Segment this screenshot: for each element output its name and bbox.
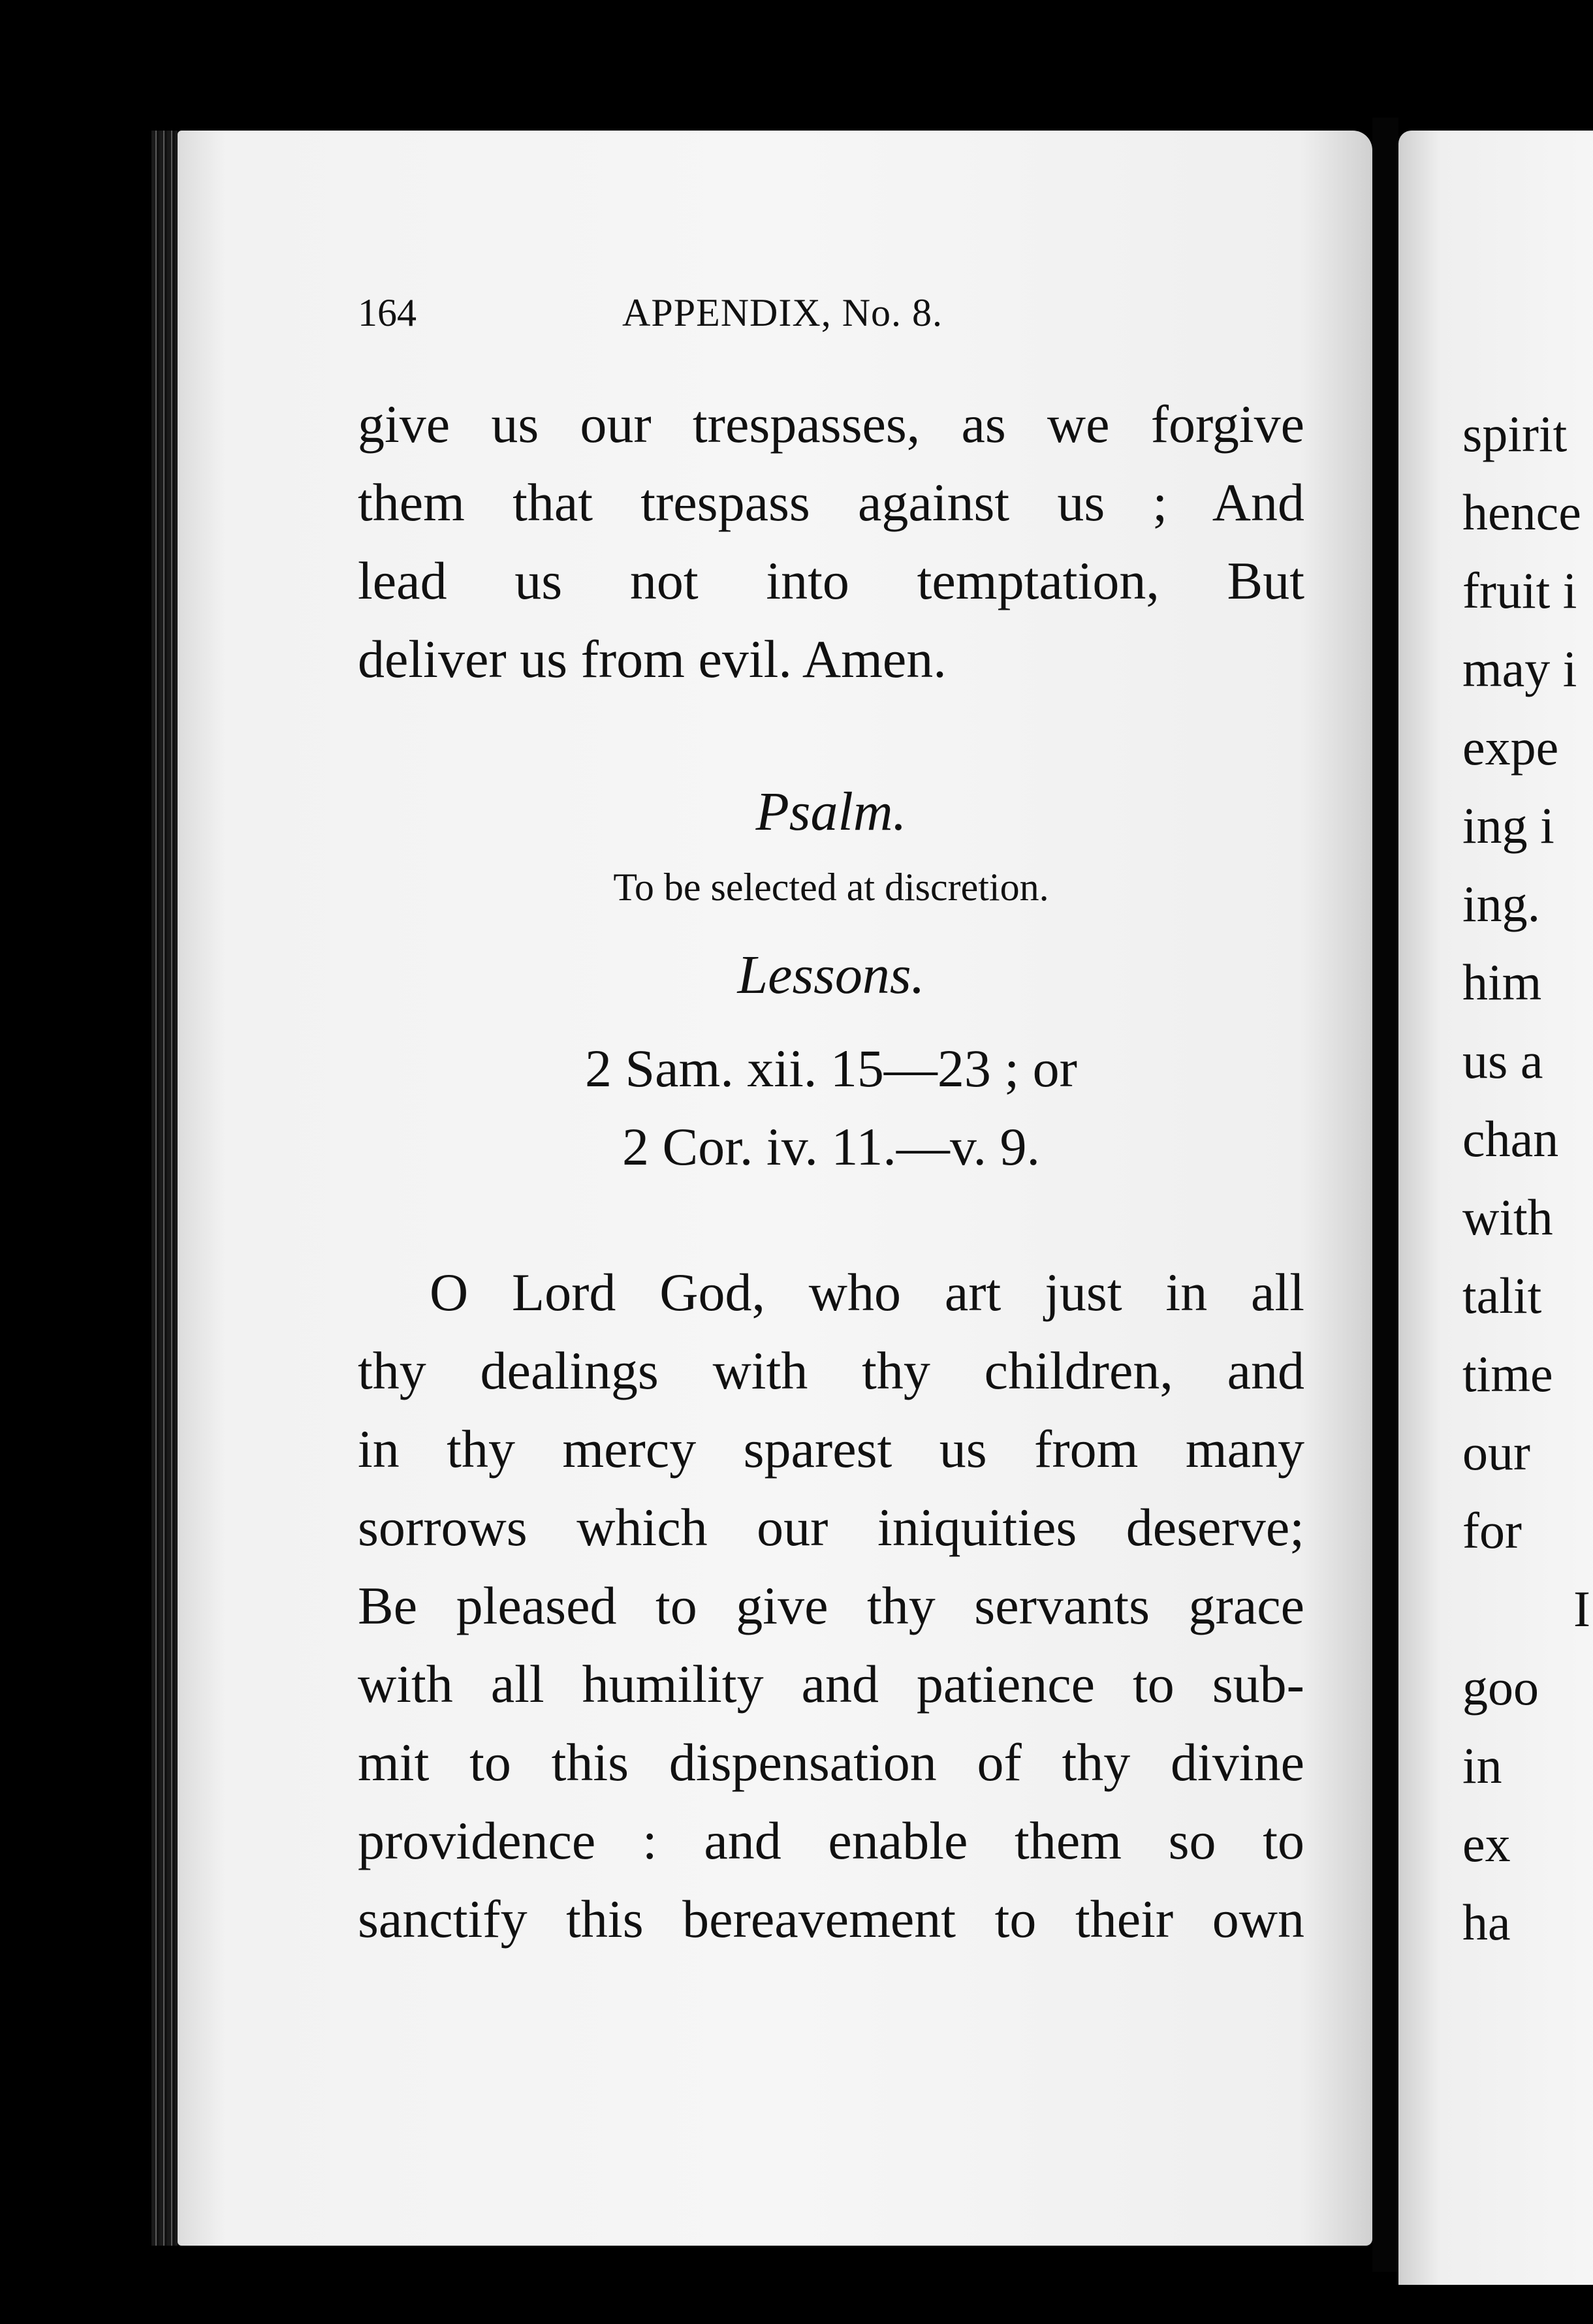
text-line: sanctify this bereavement to their own	[358, 1889, 1304, 1949]
text-line: providence : and enable them so to	[358, 1811, 1304, 1870]
text-line: Be pleased to give thy servants grace	[358, 1576, 1304, 1635]
right-page-line: I	[1573, 1580, 1590, 1637]
book-gutter	[1372, 118, 1398, 2272]
text-line: thy dealings with thy children, and	[358, 1341, 1304, 1400]
right-page-line: with	[1462, 1189, 1553, 1246]
text-line: mit to this dispensation of thy divine	[358, 1733, 1304, 1792]
right-page-line: talit	[1462, 1267, 1542, 1324]
running-title: APPENDIX, No. 8.	[622, 291, 943, 334]
opening-paragraph	[358, 385, 1304, 699]
page-number: 164	[358, 291, 417, 334]
right-page-line: chan	[1462, 1110, 1559, 1167]
text-line: O Lord God, who art just in all	[430, 1263, 1304, 1322]
lessons-heading: Lessons.	[737, 945, 925, 1005]
text-line: them that trespass against us ; And	[358, 473, 1304, 532]
right-page-line: ex	[1462, 1815, 1511, 1872]
lesson-reference: 2 Cor. iv. 11.—v. 9.	[622, 1117, 1041, 1176]
text-line: in thy mercy sparest us from many	[358, 1419, 1304, 1479]
right-page-line: ing i	[1462, 797, 1554, 854]
lesson-reference: 2 Sam. xii. 15—23 ; or	[585, 1039, 1077, 1098]
book-page-edges	[151, 131, 178, 2246]
psalm-heading: Psalm.	[755, 781, 907, 842]
right-page-line: him	[1462, 954, 1542, 1011]
text-line: with all humility and patience to sub-	[358, 1654, 1304, 1714]
page-header	[358, 290, 1037, 349]
right-page-line: for	[1462, 1502, 1522, 1559]
psalm-note: To be selected at discretion.	[613, 866, 1049, 909]
text-line: give us our trespasses, as we forgive	[358, 394, 1304, 454]
right-page-line: may i	[1462, 640, 1577, 697]
right-page-line: ha	[1462, 1894, 1511, 1951]
right-page-line: our	[1462, 1424, 1530, 1481]
right-page-line: expe	[1462, 719, 1559, 776]
right-page-line: goo	[1462, 1659, 1539, 1716]
right-page-line: ing.	[1462, 875, 1541, 932]
text-line: sorrows which our iniquities deserve;	[358, 1498, 1304, 1557]
right-page-line: in	[1462, 1737, 1502, 1794]
right-page-line: spirit	[1462, 405, 1568, 462]
text-line: deliver us from evil. Amen.	[358, 629, 947, 689]
right-page-line: fruit i	[1462, 562, 1577, 619]
right-page-line: hence	[1462, 484, 1581, 541]
prayer-paragraph	[358, 1253, 1304, 1958]
right-page-line: time	[1462, 1345, 1553, 1402]
text-line: lead us not into temptation, But	[358, 551, 1304, 610]
right-page-line: us a	[1462, 1032, 1543, 1089]
